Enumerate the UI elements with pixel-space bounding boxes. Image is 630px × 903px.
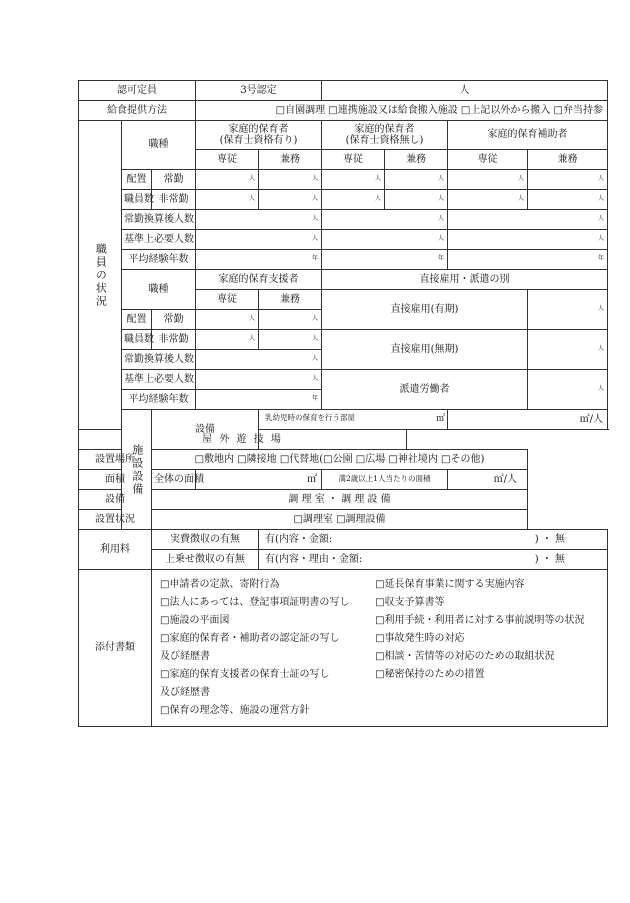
kanzan-label-2: 常勤換算後人数 [122,350,196,370]
cell[interactable]: 人 [196,370,322,390]
form-table [78,80,608,727]
cell[interactable]: 人 [448,210,608,230]
haken-label: 派遣労働者 [322,370,528,410]
cell[interactable]: 人 [196,330,259,350]
fee-row2-field[interactable]: 有(内容・理由・金額: ) ・ 無 [259,550,608,570]
nintei-label: 認可定員 [79,81,196,101]
staff-shokushu: 職種 [122,121,196,170]
col-hoikusha-a: 家庭的保育者 (保育士資格有り) [196,121,322,150]
setsubi-label: 設備 [152,410,259,450]
chokusetsu-header: 直接雇用・派遣の別 [322,270,608,290]
attach-item[interactable]: □収支予算書等 [375,597,445,608]
kijun-label: 基準上必要人数 [122,230,196,250]
kyushoku-label: 給食提供方法 [79,101,196,121]
basho-options[interactable]: □敷地内 □隣接地 □代替地(□公園 □広場 □神社境内 □その他) [152,450,528,470]
senju-b: 専従 [322,150,385,170]
jokyo-label: 設置状況 [79,510,152,530]
attach-item[interactable]: □秘密保持のための措置 [375,669,485,680]
kyushoku-options[interactable]: □自園調理 □連携施設又は給食搬入施設 □上記以外から搬入 □弁当持参 [196,101,608,121]
cell[interactable]: 人 [448,190,528,210]
nintei-count-field[interactable] [322,81,608,101]
cell[interactable]: 人 [259,190,322,210]
haichi-label-2: 配置 [122,310,152,330]
application-form [78,80,607,727]
hijokin-label: 非常勤 [152,190,196,210]
shokuinsu-label-2: 職員数 [122,330,152,350]
kenmu-a: 兼務 [259,150,322,170]
cell[interactable]: 人 [448,230,608,250]
cell[interactable]: 人 [385,190,448,210]
chokusetsu-yuki: 直接雇用(有期) [322,290,528,330]
jokin-label: 常勤 [152,170,196,190]
cell[interactable]: 人 [528,370,608,410]
cell[interactable]: 人 [322,170,385,190]
staff-section-label: 職員の状況 [79,121,122,430]
nyuyoji-room-field[interactable]: 乳幼児時の保育を行う部屋 ㎡ [259,410,448,430]
attach-right-col [375,576,590,684]
cell[interactable]: 人 [528,330,608,370]
jokyo-options[interactable]: □調理室 □調理設備 [152,510,528,530]
cell[interactable]: 人 [385,170,448,190]
chori-label: 調 理 室 ・ 調 理 設 備 [152,490,528,510]
cell[interactable]: 人 [259,170,322,190]
facility-section-label: 施設設備 [122,410,152,530]
attach-list [152,570,608,727]
senju-d: 専従 [196,290,259,310]
attach-item[interactable]: □利用手続・利用者に対する事前説明等の状況 [375,615,585,626]
nintei-unit: 人 [459,84,470,96]
cell[interactable]: 年 [196,390,322,410]
nyuyoji-per-field[interactable]: ㎡/人 [448,410,608,430]
staff-shokushu-2: 職種 [122,270,196,310]
col-shiensha: 家庭的保育支援者 [196,270,322,290]
attach-item[interactable]: □申請者の定款、寄附行為 [160,579,280,590]
cell[interactable]: 人 [322,210,448,230]
chokusetsu-muki: 直接雇用(無期) [322,330,528,370]
attach-left-col [160,576,375,720]
senju-c: 専従 [448,150,528,170]
cell[interactable]: 人 [528,290,608,330]
cell[interactable]: 人 [322,230,448,250]
col-hojo: 家庭的保育補助者 [448,121,608,150]
nintei-type: 3号認定 [196,81,322,101]
attach-item[interactable]: □事故発生時の対応 [375,633,465,644]
cell[interactable]: 人 [259,310,322,330]
fee-label: 利用料 [79,530,152,570]
attach-item[interactable]: □家庭的保育者・補助者の認定証の写し [160,633,340,644]
attach-item: 及び経歴書 [160,687,210,698]
cell[interactable]: 人 [448,170,528,190]
cell[interactable]: 人 [322,190,385,210]
zentai-label: 全体の面積 [152,470,196,490]
haichi-label: 配置 [122,170,152,190]
attach-item[interactable]: □法人にあっては、登記事項証明書の写し [160,597,350,608]
setsubi2-label: 設備 [79,490,152,510]
cell[interactable]: 人 [196,210,322,230]
cell[interactable]: 人 [528,190,608,210]
fee-row1-field[interactable]: 有(内容・金額: ) ・ 無 [259,530,608,550]
cell[interactable]: 人 [196,230,322,250]
zentai-field[interactable]: ㎡ [196,470,322,490]
attach-item[interactable]: □保育の理念等、施設の運営方針 [160,705,310,716]
cell[interactable]: 人 [196,310,259,330]
attach-label: 添付書類 [79,570,152,727]
fee-row1-label: 実費徴収の有無 [152,530,259,550]
attach-item[interactable]: □延長保育事業に関する実施内容 [375,579,525,590]
basho-label: 設置場所 [79,450,152,470]
attach-item[interactable]: □相談・苦情等の対応のための取組状況 [375,651,555,662]
attach-item: 及び経歴書 [160,651,210,662]
kijun-label-2: 基準上必要人数 [122,370,196,390]
senju-a: 専従 [196,150,259,170]
hijokin-label-2: 非常勤 [152,330,196,350]
heikin-label-2: 平均経験年数 [122,390,196,410]
outdoor-label: 屋 外 遊 技 場 [79,430,407,450]
cell[interactable]: 人 [196,170,259,190]
fee-row2-label: 上乗せ徴収の有無 [152,550,259,570]
cell[interactable]: 年 [448,250,608,270]
menseki-label: 面積 [79,470,152,490]
cell[interactable]: 人 [528,170,608,190]
kenmu-c: 兼務 [528,150,608,170]
heikin-label: 平均経験年数 [122,250,196,270]
cell[interactable]: 年 [196,250,322,270]
over2-label: 満2歳以上1人当たりの面積 [322,470,448,490]
cell[interactable]: 人 [196,190,259,210]
attach-item[interactable]: □施設の平面図 [160,615,230,626]
col-hoikusha-b: 家庭的保育者 (保育士資格無し) [322,121,448,150]
cell[interactable]: 年 [322,250,448,270]
kanzan-label: 常勤換算後人数 [122,210,196,230]
kenmu-d: 兼務 [259,290,322,310]
shokuinsu-label: 職員数 [122,190,152,210]
kenmu-b: 兼務 [385,150,448,170]
jokin-label-2: 常勤 [152,310,196,330]
cell[interactable]: 人 [259,330,322,350]
over2-field[interactable]: ㎡/人 [448,470,528,490]
cell[interactable]: 人 [196,350,322,370]
attach-item[interactable]: □家庭的保育支援者の保育士証の写し [160,669,330,680]
